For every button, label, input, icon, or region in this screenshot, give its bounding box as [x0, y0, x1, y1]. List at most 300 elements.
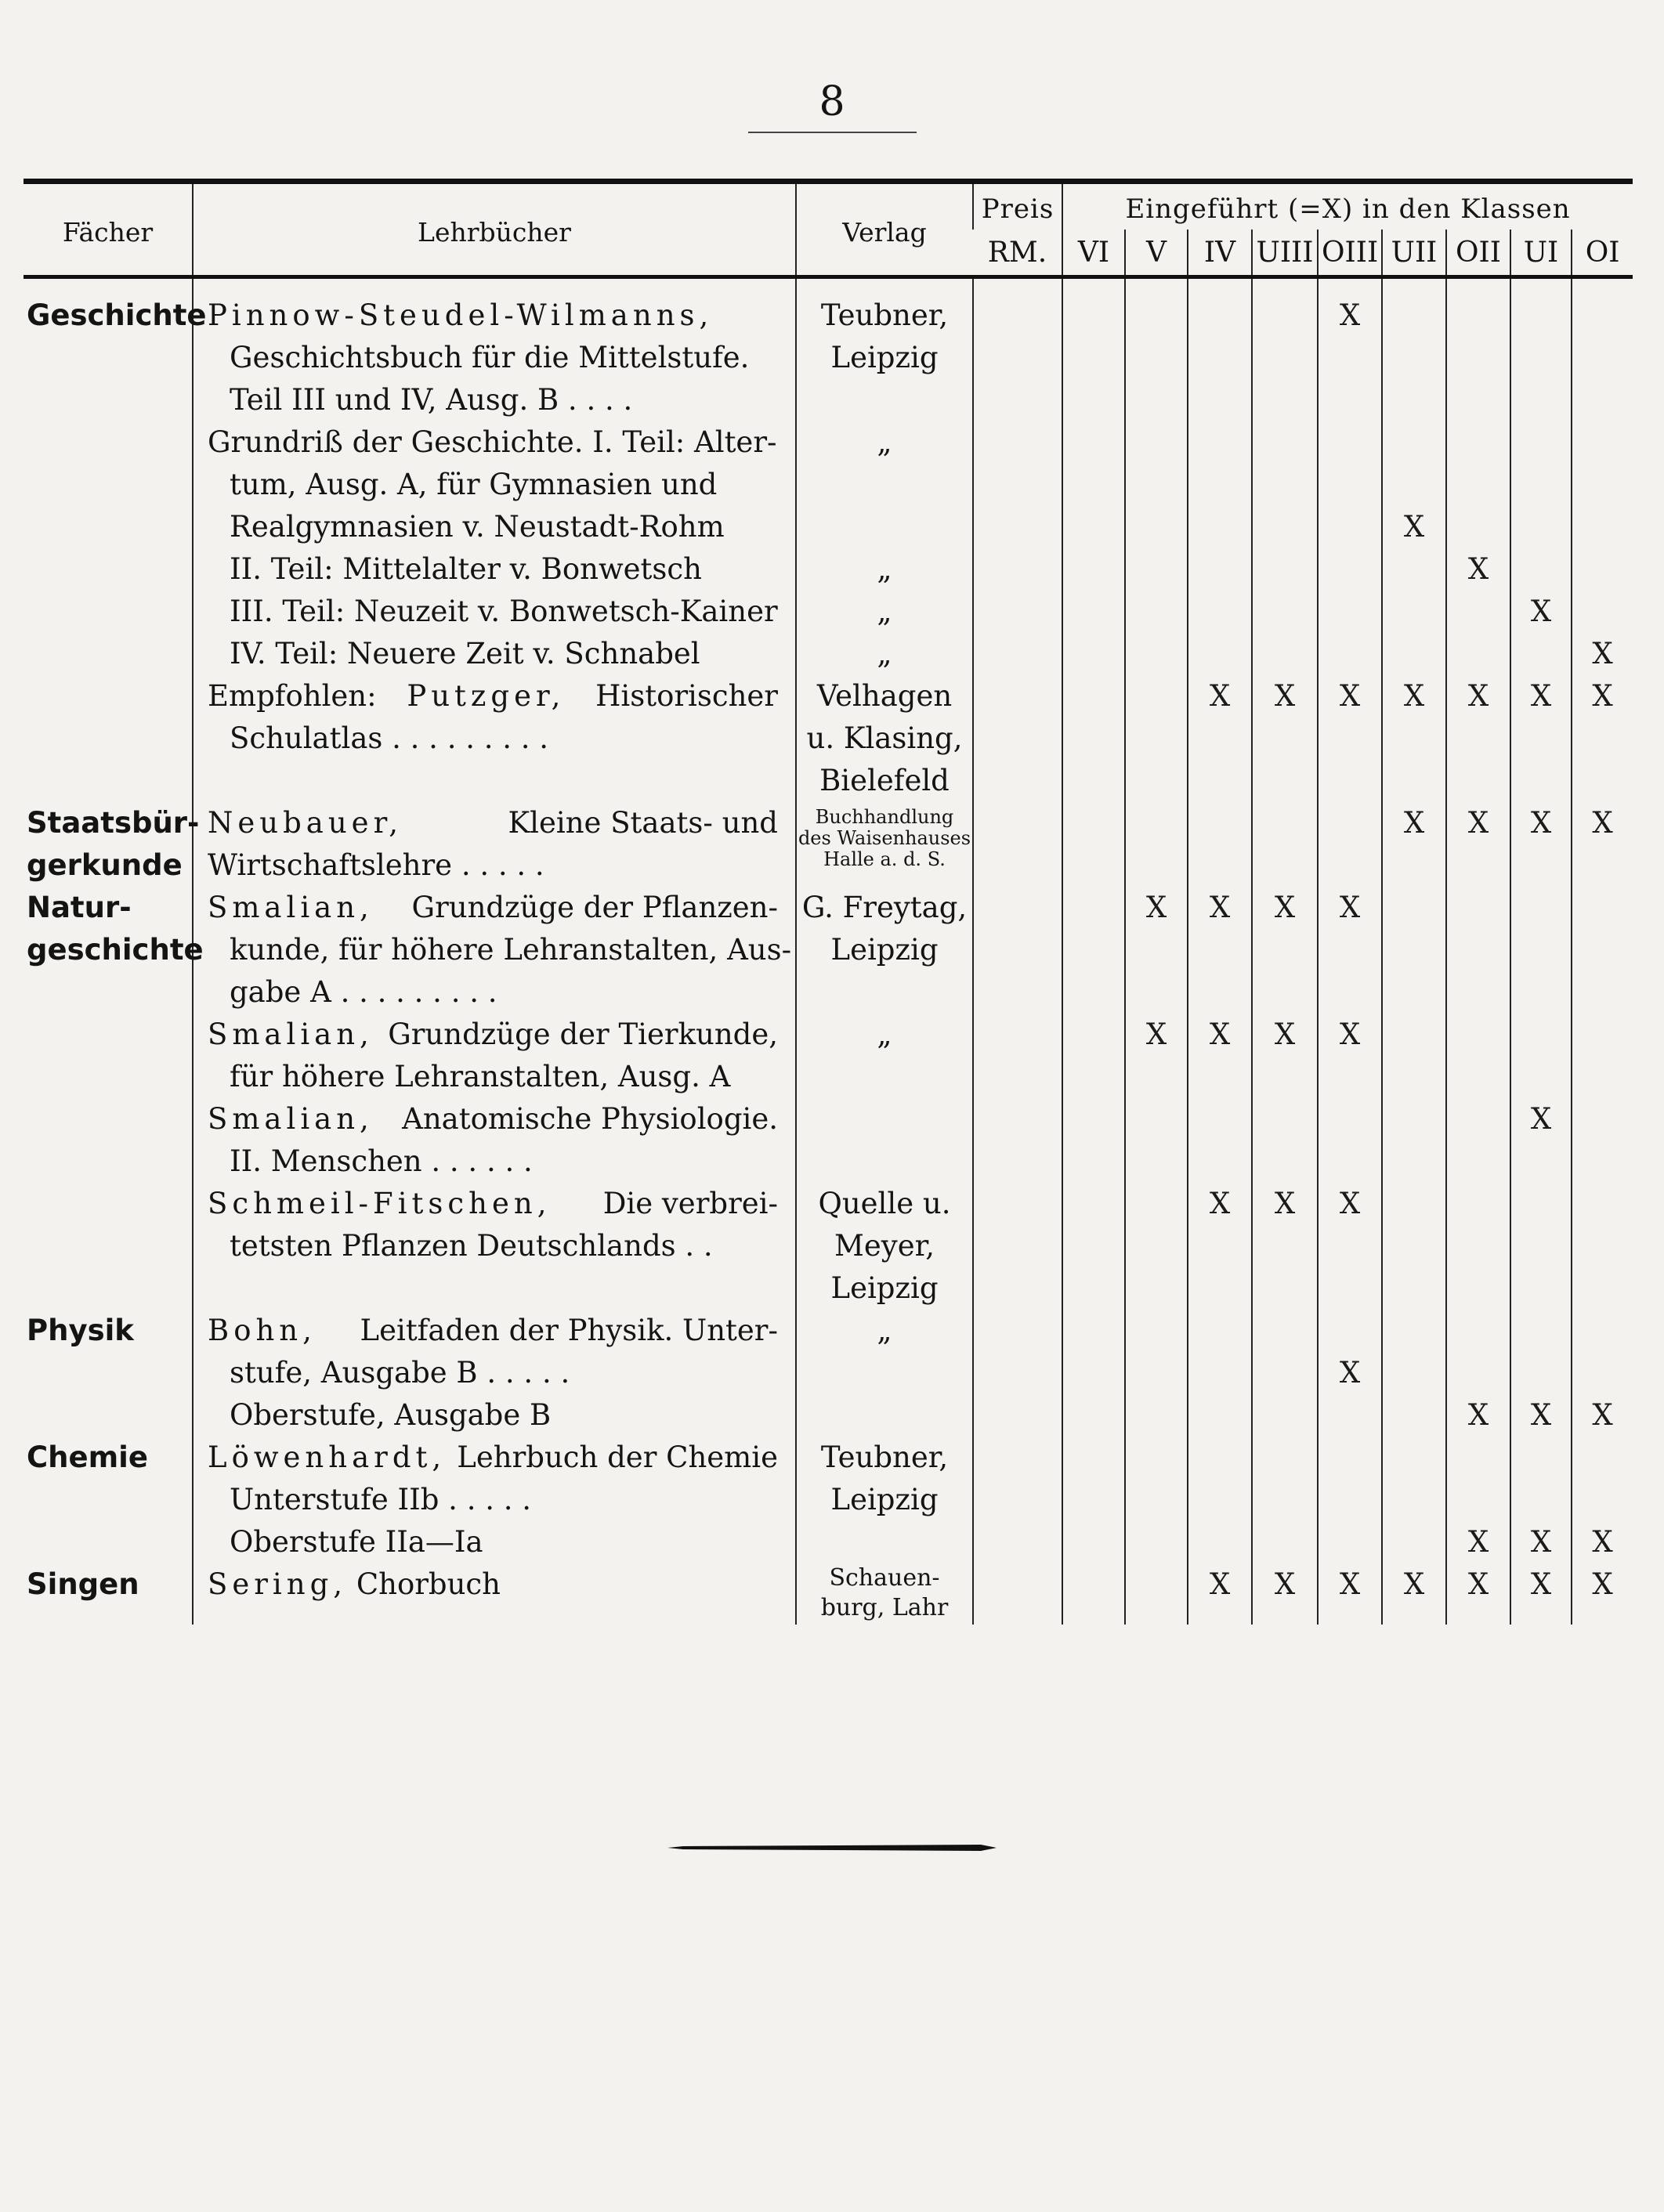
class-cell: [1188, 1479, 1252, 1521]
class-mark: X: [1572, 633, 1633, 675]
class-cell: [1382, 1352, 1446, 1394]
class-mark: X: [1510, 1394, 1572, 1437]
class-cell: [1318, 1394, 1382, 1437]
class-cell: [1446, 277, 1510, 338]
class-mark: X: [1382, 802, 1446, 844]
table-row: [24, 1014, 1633, 1056]
class-cell: [1382, 929, 1446, 971]
book-cell: [193, 844, 796, 887]
book-cell: [193, 1394, 796, 1437]
book-line: Grundriß der Geschichte. I. Teil: Alter-: [208, 425, 777, 459]
book-line: Grundzüge der Pflanzen-: [411, 891, 778, 924]
textbook-table: [24, 179, 1633, 1625]
class-cell: [1572, 1056, 1633, 1098]
class-cell: [1252, 1521, 1318, 1563]
class-cell: [1062, 277, 1125, 338]
class-cell: [1252, 1140, 1318, 1183]
class-cell: [1510, 1183, 1572, 1225]
class-cell: [1125, 1098, 1188, 1140]
header-introduced: Eingeführt (=X) in den Klassen: [1062, 182, 1633, 230]
class-mark: X: [1572, 1521, 1633, 1563]
class-cell: [1188, 929, 1252, 971]
class-cell: [1188, 337, 1252, 379]
class-cell: [1188, 633, 1252, 675]
class-cell: [1572, 421, 1633, 464]
class-cell: [1188, 506, 1252, 548]
class-cell: [1062, 1352, 1125, 1394]
header-class-iv: IV: [1188, 230, 1252, 277]
class-mark: X: [1382, 1563, 1446, 1625]
class-cell: [1382, 633, 1446, 675]
class-cell: [1125, 506, 1188, 548]
class-cell: [1382, 887, 1446, 929]
class-cell: [1188, 1225, 1252, 1267]
class-cell: [1062, 971, 1125, 1014]
class-cell: [1125, 675, 1188, 717]
class-cell: [1252, 844, 1318, 887]
table-row: [24, 1098, 1633, 1140]
class-cell: [1446, 633, 1510, 675]
header-class-v: V: [1125, 230, 1188, 277]
publisher-cell: „: [796, 591, 973, 633]
class-cell: [1446, 337, 1510, 379]
class-cell: [1510, 1352, 1572, 1394]
class-mark: X: [1446, 1521, 1510, 1563]
class-cell: [1318, 1225, 1382, 1267]
class-cell: [1382, 1437, 1446, 1479]
class-cell: [1510, 464, 1572, 506]
table-row: [24, 379, 1633, 421]
class-cell: [1510, 717, 1572, 760]
class-cell: [1125, 929, 1188, 971]
class-cell: [1252, 802, 1318, 844]
class-cell: [1382, 1267, 1446, 1310]
class-cell: [1125, 591, 1188, 633]
class-cell: [1062, 844, 1125, 887]
class-cell: [1188, 971, 1252, 1014]
book-line: II. Menschen . . . . . .: [230, 1144, 533, 1178]
book-line: Realgymnasien v. Neustadt-Rohm: [230, 510, 725, 544]
book-cell: [193, 464, 796, 506]
header-class-uii: UII: [1382, 230, 1446, 277]
class-cell: [1382, 1225, 1446, 1267]
class-cell: [1252, 506, 1318, 548]
class-cell: [1318, 1521, 1382, 1563]
class-cell: [1572, 1183, 1633, 1225]
class-cell: [1252, 464, 1318, 506]
class-cell: [1188, 1394, 1252, 1437]
class-cell: [1446, 379, 1510, 421]
class-cell: [1446, 929, 1510, 971]
class-cell: [1188, 1140, 1252, 1183]
class-cell: [1446, 760, 1510, 802]
class-cell: [1125, 1183, 1188, 1225]
class-cell: [1318, 379, 1382, 421]
class-cell: [1062, 1437, 1125, 1479]
class-cell: [1382, 1140, 1446, 1183]
publisher-cell: Teubner,: [796, 1437, 973, 1479]
class-mark: X: [1446, 1563, 1510, 1625]
book-cell: [193, 277, 796, 338]
class-cell: [1252, 1267, 1318, 1310]
table-row: [24, 506, 1633, 548]
class-cell: [1318, 1098, 1382, 1140]
class-cell: [1446, 1183, 1510, 1225]
subject-cell: Chemie: [27, 1440, 148, 1474]
class-cell: [1572, 548, 1633, 591]
table-row: [24, 1352, 1633, 1394]
class-cell: [1188, 1267, 1252, 1310]
book-cell: [193, 1014, 796, 1056]
class-cell: [1062, 379, 1125, 421]
table-row: [24, 1183, 1633, 1225]
publisher-cell: Leipzig: [796, 929, 973, 971]
header-price-unit: RM.: [973, 230, 1062, 277]
class-cell: [1125, 1394, 1188, 1437]
publisher-cell: u. Klasing,: [796, 717, 973, 760]
class-cell: [1446, 506, 1510, 548]
class-cell: [1572, 760, 1633, 802]
class-cell: [1252, 337, 1318, 379]
class-cell: [1125, 1563, 1188, 1625]
class-cell: [1125, 1310, 1188, 1352]
book-cell: [193, 506, 796, 548]
class-cell: [1510, 506, 1572, 548]
class-cell: [1318, 717, 1382, 760]
class-cell: [1446, 421, 1510, 464]
book-cell: [193, 421, 796, 464]
table-row: [24, 760, 1633, 802]
class-cell: [1062, 760, 1125, 802]
class-mark: X: [1572, 802, 1633, 844]
table-row: [24, 1267, 1633, 1310]
class-cell: [1510, 379, 1572, 421]
class-cell: [1510, 844, 1572, 887]
class-cell: [1188, 379, 1252, 421]
class-cell: [1510, 277, 1572, 338]
class-cell: [1382, 1098, 1446, 1140]
table-row: [24, 421, 1633, 464]
book-cell: [193, 971, 796, 1014]
class-cell: [1125, 1352, 1188, 1394]
class-cell: [1318, 337, 1382, 379]
class-mark: X: [1572, 675, 1633, 717]
class-cell: [1125, 1437, 1188, 1479]
class-cell: [1062, 1563, 1125, 1625]
class-mark: X: [1318, 1352, 1382, 1394]
book-cell: [193, 887, 796, 929]
class-cell: [1318, 1437, 1382, 1479]
class-cell: [1252, 633, 1318, 675]
class-mark: X: [1382, 675, 1446, 717]
class-cell: [1446, 1352, 1510, 1394]
class-cell: [1572, 1098, 1633, 1140]
header-class-uiii: UIII: [1252, 230, 1318, 277]
class-cell: [1252, 1310, 1318, 1352]
class-cell: [1062, 1056, 1125, 1098]
book-author: Neubauer,: [208, 806, 403, 840]
book-author: Putzger,: [407, 679, 566, 713]
class-cell: [1510, 887, 1572, 929]
class-cell: [1125, 1140, 1188, 1183]
book-line: tetsten Pflanzen Deutschlands . .: [230, 1229, 713, 1263]
book-cell: [193, 1225, 796, 1267]
table-row: [24, 277, 1633, 338]
book-line: kunde, für höhere Lehranstalten, Aus-: [230, 933, 792, 967]
table-row: [24, 591, 1633, 633]
class-cell: [1252, 591, 1318, 633]
class-cell: [1252, 421, 1318, 464]
class-cell: [1510, 1140, 1572, 1183]
book-cell: [193, 1479, 796, 1521]
table-row: [24, 887, 1633, 929]
class-cell: [1572, 1352, 1633, 1394]
class-cell: [1572, 929, 1633, 971]
book-line: Anatomische Physiologie.: [402, 1102, 778, 1136]
class-cell: [1188, 1352, 1252, 1394]
publisher-cell: Quelle u.: [796, 1183, 973, 1225]
class-cell: [1382, 1394, 1446, 1437]
class-cell: [1572, 277, 1633, 338]
class-cell: [1446, 1310, 1510, 1352]
book-line: III. Teil: Neuzeit v. Bonwetsch-Kainer: [230, 595, 778, 628]
class-cell: [1252, 1394, 1318, 1437]
book-cell: [193, 1098, 796, 1140]
book-line: Leitfaden der Physik. Unter-: [360, 1314, 778, 1347]
book-author: Schmeil-Fitschen,: [208, 1187, 552, 1220]
class-cell: [1125, 802, 1188, 844]
class-cell: [1252, 971, 1318, 1014]
publisher-cell: „: [796, 421, 973, 464]
class-cell: [1252, 760, 1318, 802]
class-cell: [1062, 464, 1125, 506]
book-line: Lehrbuch der Chemie: [457, 1440, 778, 1474]
book-line: stufe, Ausgabe B . . . . .: [230, 1356, 570, 1390]
class-cell: [1125, 1267, 1188, 1310]
class-cell: [1318, 591, 1382, 633]
class-cell: [1382, 548, 1446, 591]
class-cell: [1188, 1521, 1252, 1563]
book-line: Empfohlen:: [208, 679, 377, 713]
book-cell: [193, 802, 796, 844]
subject-cell: Geschichte: [27, 298, 207, 332]
class-cell: [1510, 1267, 1572, 1310]
class-mark: X: [1318, 1183, 1382, 1225]
book-line: Unterstufe IIb . . . . .: [230, 1483, 532, 1516]
class-cell: [1062, 887, 1125, 929]
class-cell: [1062, 633, 1125, 675]
header-publisher: Verlag: [796, 182, 973, 277]
publisher-cell: Bielefeld: [796, 760, 973, 802]
class-cell: [1510, 1225, 1572, 1267]
class-cell: [1382, 1056, 1446, 1098]
class-cell: [1062, 1394, 1125, 1437]
class-cell: [1125, 464, 1188, 506]
table-row: [24, 337, 1633, 379]
book-cell: [193, 929, 796, 971]
class-cell: [1572, 1267, 1633, 1310]
class-cell: [1252, 717, 1318, 760]
class-mark: X: [1382, 506, 1446, 548]
book-line: gabe A . . . . . . . . .: [230, 975, 497, 1009]
class-cell: [1252, 277, 1318, 338]
publisher-cell: „: [796, 1014, 973, 1056]
class-cell: [1125, 1479, 1188, 1521]
class-cell: [1188, 844, 1252, 887]
class-cell: [1062, 1140, 1125, 1183]
subject-cell: Physik: [27, 1314, 134, 1347]
publisher-cell: Buchhandlung des Waisenhauses Halle a. d. S.: [796, 802, 973, 887]
class-cell: [1188, 1437, 1252, 1479]
book-line: tum, Ausg. A, für Gymnasien und: [230, 468, 718, 501]
table-row: [24, 1563, 1633, 1625]
class-mark: X: [1252, 1563, 1318, 1625]
class-cell: [1252, 1437, 1318, 1479]
publisher-cell: Leipzig: [796, 1479, 973, 1521]
class-cell: [1062, 591, 1125, 633]
class-cell: [1572, 379, 1633, 421]
publisher-cell: Leipzig: [796, 337, 973, 379]
class-cell: [1382, 277, 1446, 338]
class-cell: [1318, 506, 1382, 548]
header-subjects: Fächer: [24, 182, 193, 277]
table-row: [24, 1479, 1633, 1521]
book-cell: [193, 675, 796, 717]
publisher-cell: „: [796, 1310, 973, 1352]
class-cell: [1318, 1267, 1382, 1310]
class-cell: [1125, 1056, 1188, 1098]
class-cell: [1188, 802, 1252, 844]
book-cell: [193, 337, 796, 379]
class-cell: [1188, 760, 1252, 802]
class-cell: [1382, 1183, 1446, 1225]
class-cell: [1446, 1267, 1510, 1310]
class-cell: [1446, 844, 1510, 887]
table-row: [24, 1394, 1633, 1437]
class-mark: X: [1510, 1098, 1572, 1140]
book-line: Chorbuch: [356, 1567, 501, 1601]
class-cell: [1252, 1225, 1318, 1267]
class-cell: [1382, 379, 1446, 421]
table-row: [24, 675, 1633, 717]
class-cell: [1382, 337, 1446, 379]
class-cell: [1062, 802, 1125, 844]
class-mark: X: [1252, 675, 1318, 717]
class-mark: X: [1188, 1014, 1252, 1056]
class-cell: [1062, 1183, 1125, 1225]
class-cell: [1510, 1056, 1572, 1098]
class-cell: [1572, 1014, 1633, 1056]
class-cell: [1382, 421, 1446, 464]
class-cell: [1572, 1437, 1633, 1479]
class-cell: [1062, 548, 1125, 591]
book-line: IV. Teil: Neuere Zeit v. Schnabel: [230, 637, 700, 670]
class-cell: [1446, 1225, 1510, 1267]
table-row: [24, 548, 1633, 591]
class-cell: [1572, 1225, 1633, 1267]
class-cell: [1510, 971, 1572, 1014]
class-cell: [1510, 1310, 1572, 1352]
class-mark: X: [1446, 548, 1510, 591]
book-line: Die verbrei-: [602, 1187, 778, 1220]
class-cell: [1062, 1267, 1125, 1310]
class-cell: [1446, 1140, 1510, 1183]
book-line: Oberstufe, Ausgabe B: [230, 1398, 552, 1432]
class-cell: [1446, 464, 1510, 506]
class-cell: [1446, 1479, 1510, 1521]
book-line: Grundzüge der Tierkunde,: [388, 1017, 778, 1051]
class-mark: X: [1252, 1014, 1318, 1056]
class-cell: [1382, 1479, 1446, 1521]
class-cell: [1318, 929, 1382, 971]
class-cell: [1188, 591, 1252, 633]
class-cell: [1125, 337, 1188, 379]
book-author: Sering,: [208, 1567, 348, 1601]
class-cell: [1318, 1140, 1382, 1183]
class-cell: [1125, 277, 1188, 338]
book-line: Geschichtsbuch für die Mittelstufe.: [230, 341, 750, 374]
publisher-cell: Schauen- burg, Lahr: [796, 1563, 973, 1625]
book-line: Historischer: [595, 679, 778, 713]
class-mark: X: [1510, 802, 1572, 844]
book-author: Löwenhardt,: [208, 1440, 447, 1474]
header-class-vi: VI: [1062, 230, 1125, 277]
class-cell: [1446, 1098, 1510, 1140]
class-cell: [1318, 1056, 1382, 1098]
header-class-oii: OII: [1446, 230, 1510, 277]
class-cell: [1318, 760, 1382, 802]
book-author: Pinnow-Steudel-Wilmanns,: [208, 298, 714, 332]
book-line: Teil III und IV, Ausg. B . . . .: [230, 383, 633, 417]
class-cell: [1318, 1479, 1382, 1521]
class-cell: [1510, 548, 1572, 591]
class-cell: [1318, 844, 1382, 887]
class-cell: [1062, 1479, 1125, 1521]
class-cell: [1252, 1352, 1318, 1394]
class-mark: X: [1188, 887, 1252, 929]
class-mark: X: [1318, 1014, 1382, 1056]
book-cell: [193, 717, 796, 760]
class-mark: X: [1318, 277, 1382, 338]
class-cell: [1446, 1014, 1510, 1056]
class-cell: [1510, 633, 1572, 675]
class-cell: [1572, 506, 1633, 548]
class-cell: [1510, 1479, 1572, 1521]
book-line: Kleine Staats- und: [508, 806, 778, 840]
class-cell: [1252, 548, 1318, 591]
table-row: [24, 1521, 1633, 1563]
class-cell: [1510, 1014, 1572, 1056]
subject-cell: gerkunde: [27, 848, 183, 882]
class-cell: [1318, 1310, 1382, 1352]
price-cell: [973, 277, 1062, 338]
book-cell: [193, 1056, 796, 1098]
book-cell: [193, 633, 796, 675]
class-cell: [1446, 1437, 1510, 1479]
class-cell: [1510, 1437, 1572, 1479]
book-line: Oberstufe IIa—Ia: [230, 1525, 483, 1559]
class-cell: [1125, 633, 1188, 675]
class-cell: [1446, 717, 1510, 760]
class-cell: [1125, 1521, 1188, 1563]
class-cell: [1188, 1056, 1252, 1098]
header-class-oi: OI: [1572, 230, 1633, 277]
table-row: [24, 1056, 1633, 1098]
book-line: Schulatlas . . . . . . . . .: [230, 721, 549, 755]
class-mark: X: [1446, 802, 1510, 844]
class-cell: [1062, 1225, 1125, 1267]
class-cell: [1125, 971, 1188, 1014]
